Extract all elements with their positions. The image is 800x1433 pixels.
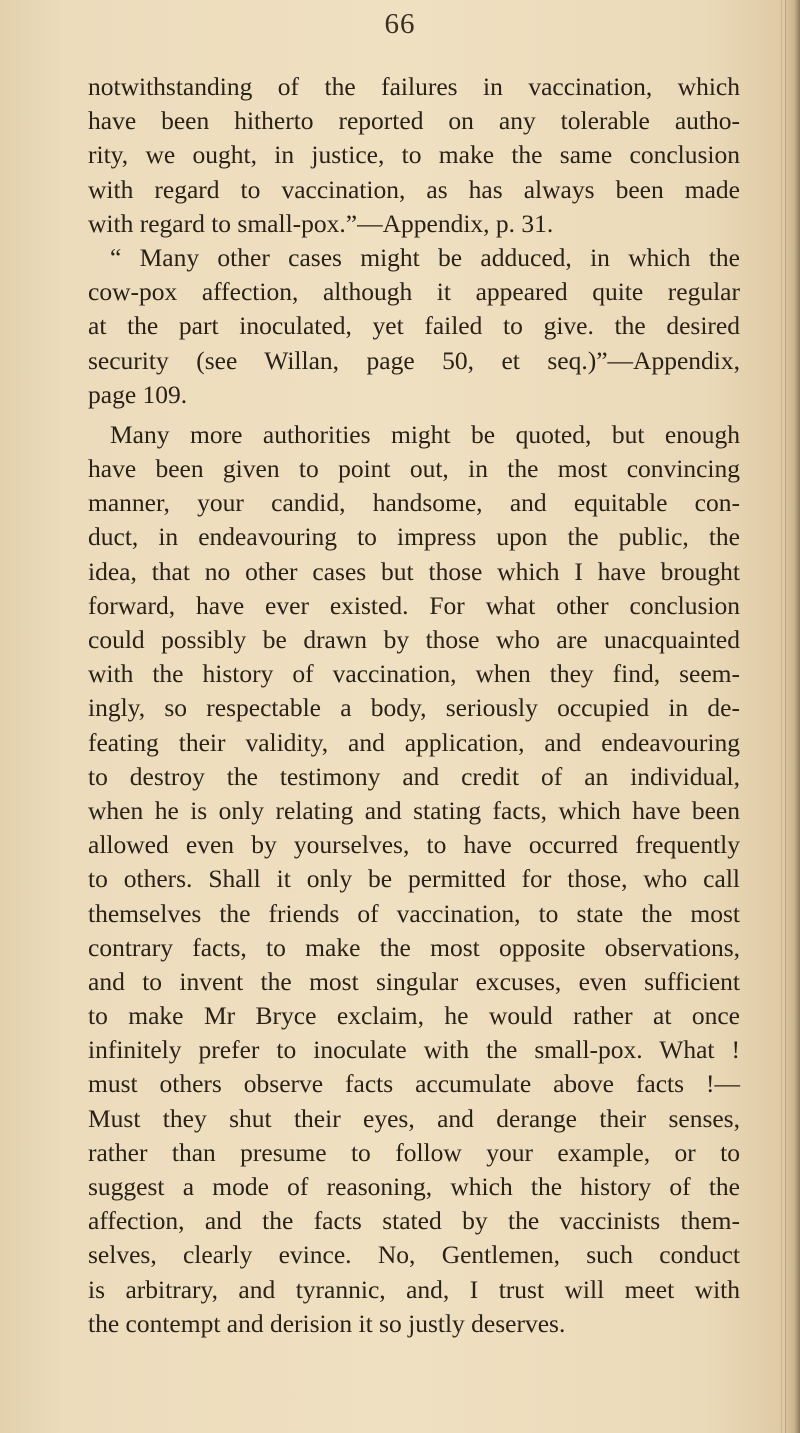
paragraph-quotation (88, 241, 740, 412)
text-line: with the history of vaccination, when they find, seem- (88, 659, 740, 689)
text-line: contrary facts, to make the most opposite observations, (88, 932, 740, 962)
paragraph-continued-quote (88, 70, 740, 241)
text-line: “ Many other cases might be adduced, in which the (110, 242, 740, 272)
text-line: suggest a mode of reasoning, which the history of the (88, 1172, 740, 1201)
text-line: themselves the friends of vaccination, to state the most (88, 898, 740, 928)
page-edge-line (781, 0, 782, 1433)
text-line: with regard to small-pox.”—Appendix, p. 31. (88, 208, 554, 238)
body-text (88, 70, 740, 1341)
text-line: rather than presume to follow your example, or to (88, 1137, 740, 1167)
text-line: page 109. (88, 379, 188, 409)
text-line: the contempt and derision it so justly deserves. (88, 1308, 566, 1338)
text-line: must others observe facts accumulate above facts !— (88, 1069, 740, 1099)
text-line: affection, and the facts stated by the vaccinists them- (88, 1206, 740, 1236)
text-line: infinitely prefer to inoculate with the small-pox. What ! (88, 1035, 740, 1065)
text-line: notwithstanding of the failures in vaccination, which (88, 72, 740, 101)
text-line: allowed even by yourselves, to have occurred frequently (88, 830, 740, 860)
text-line: manner, your candid, handsome, and equitable con- (88, 488, 740, 518)
text-line: to destroy the testimony and credit of an individual, (88, 761, 740, 791)
text-line: at the part inoculated, yet failed to give. the desired (88, 311, 740, 341)
text-line: to others. Shall it only be permitted for those, who call (88, 864, 740, 894)
paragraph-main (88, 418, 740, 1341)
text-line: idea, that no other cases but those which I have brought (88, 556, 740, 586)
text-line: feating their validity, and application, and endeavouring (88, 727, 740, 757)
text-line: Many more authorities might be quoted, but enough (110, 419, 740, 449)
text-line: selves, clearly evince. No, Gentlemen, such conduct (88, 1240, 740, 1270)
text-line: have been hitherto reported on any tolerable autho- (88, 106, 740, 136)
text-line: have been given to point out, in the most convincing (88, 454, 740, 484)
text-line: Must they shut their eyes, and derange their senses, (88, 1103, 740, 1133)
text-line: is arbitrary, and tyrannic, and, I trust will meet with (88, 1274, 740, 1304)
text-line: ingly, so respectable a body, seriously occupied in de- (88, 693, 740, 723)
text-line: forward, have ever existed. For what other conclusion (88, 590, 740, 620)
text-line: security (see Willan, page 50, et seq.)”—Appendix, (88, 345, 740, 375)
text-line: to make Mr Bryce exclaim, he would rather at once (88, 1001, 740, 1031)
page-edge-shadow (785, 0, 800, 1433)
text-line: and to invent the most singular excuses, even sufficient (88, 966, 740, 996)
text-line: could possibly be drawn by those who are unacquainted (88, 625, 740, 654)
text-line: cow-pox affection, although it appeared quite regular (88, 277, 740, 307)
text-line: rity, we ought, in justice, to make the same conclusion (88, 140, 740, 170)
page-number: 66 (384, 8, 416, 40)
text-line: when he is only relating and stating facts, which have been (88, 795, 740, 825)
text-line: with regard to vaccination, as has always been made (88, 174, 740, 204)
text-line: duct, in endeavouring to impress upon the public, the (88, 522, 740, 552)
